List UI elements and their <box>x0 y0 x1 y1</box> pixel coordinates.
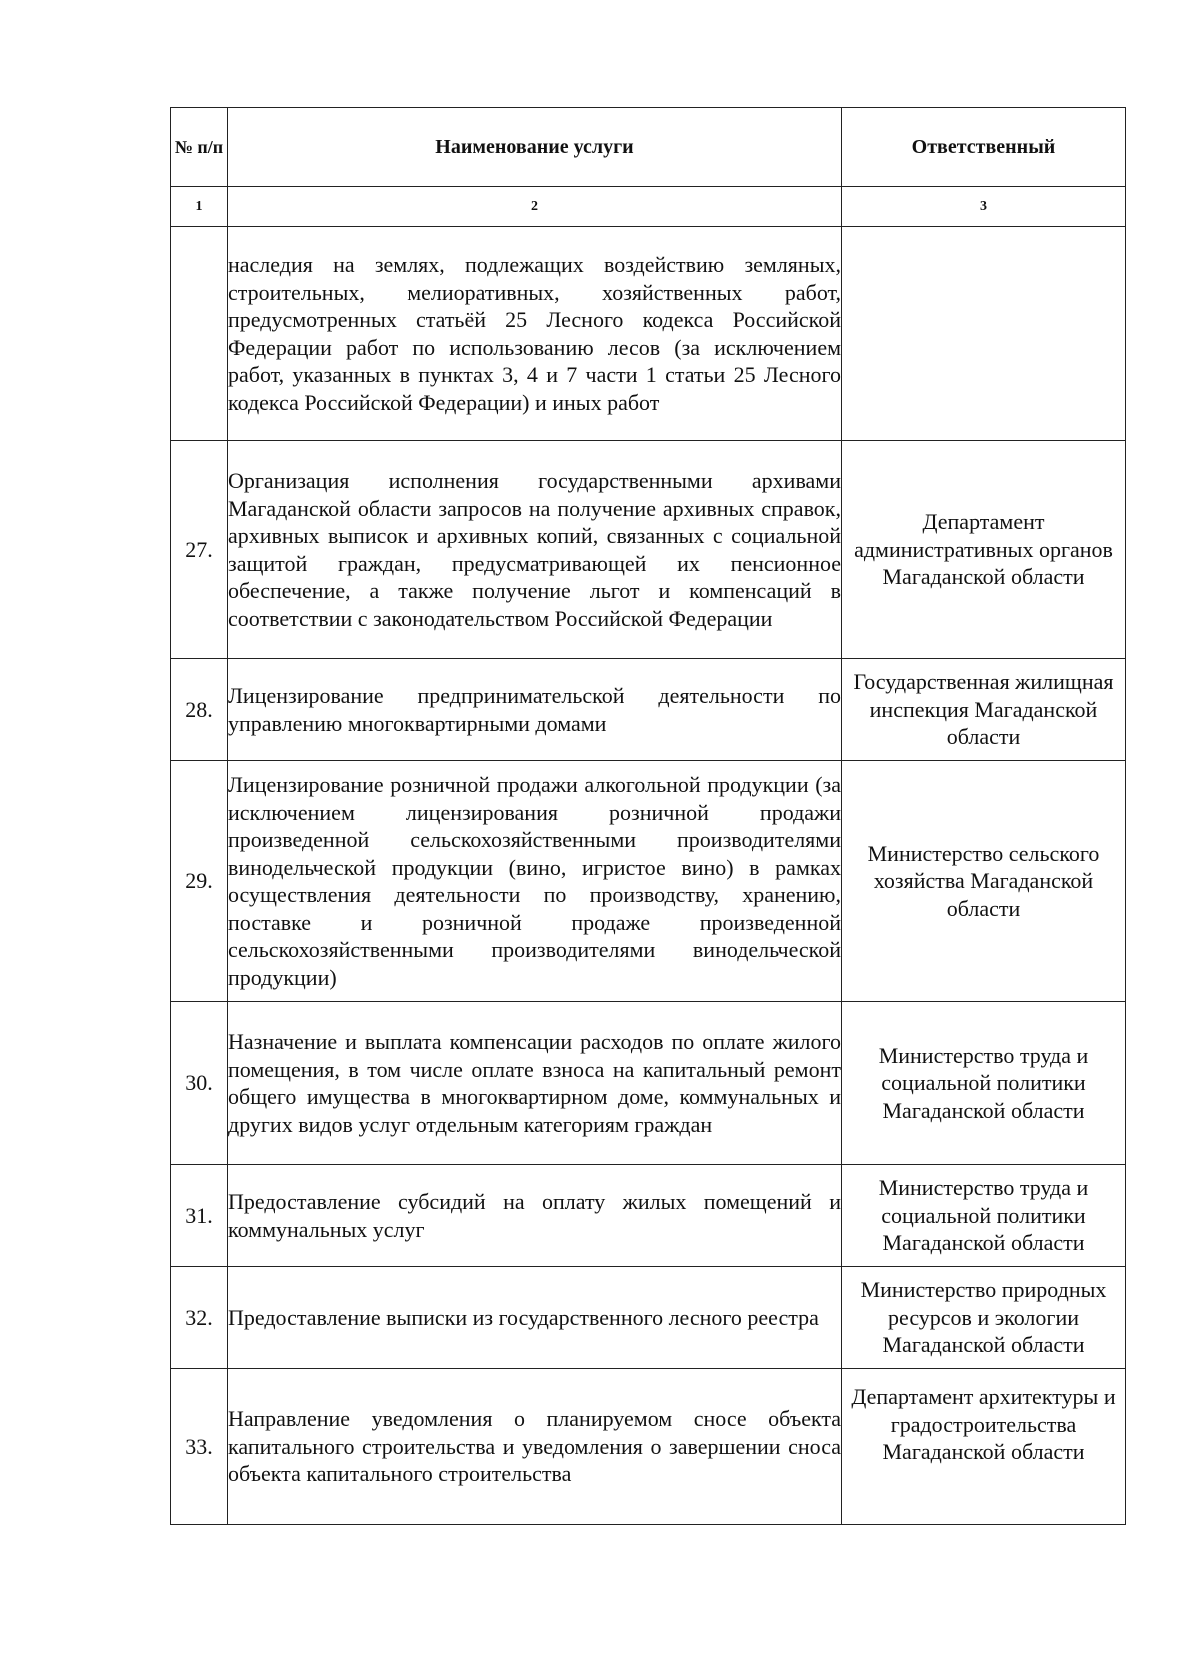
services-table <box>170 107 1126 1525</box>
row-number: 30. <box>171 1002 228 1165</box>
row-number: 29. <box>171 761 228 1002</box>
responsible-body: Государственная жилищная инспекция Магаданской области <box>842 659 1126 761</box>
service-name: Предоставление выписки из государственного лесного реестра <box>228 1267 842 1369</box>
column-number: 2 <box>228 187 842 227</box>
service-name: наследия на землях, подлежащих воздействию земляных, строительных, мелиоративных, хозяйственных работ, предусмотренных статьёй 25 Лесного кодекса Российской Федерации работ по использованию лесов (за исключением работ, указанных в пунктах 3, 4 и 7 части 1 статьи 25 Лесного кодекса Российской Федерации) и иных работ <box>228 227 842 441</box>
row-number <box>171 227 228 441</box>
row-number: 27. <box>171 441 228 659</box>
row-number: 32. <box>171 1267 228 1369</box>
header-responsible: Ответственный <box>842 108 1126 187</box>
responsible-body: Министерство труда и социальной политики Магаданской области <box>842 1165 1126 1267</box>
column-number: 3 <box>842 187 1126 227</box>
responsible-body <box>842 227 1126 441</box>
table-row <box>171 1267 1126 1369</box>
table-row <box>171 1002 1126 1165</box>
table-row <box>171 1369 1126 1525</box>
table-header-row <box>171 108 1126 187</box>
column-number: 1 <box>171 187 228 227</box>
table-row <box>171 227 1126 441</box>
column-numbers-row <box>171 187 1126 227</box>
service-name: Лицензирование предпринимательской деятельности по управлению многоквартирными домами <box>228 659 842 761</box>
table-row <box>171 761 1126 1002</box>
header-number: № п/п <box>171 108 228 187</box>
responsible-body: Министерство природных ресурсов и экологии Магаданской области <box>842 1267 1126 1369</box>
responsible-body: Департамент административных органов Магаданской области <box>842 441 1126 659</box>
table-row <box>171 659 1126 761</box>
responsible-body: Министерство сельского хозяйства Магаданской области <box>842 761 1126 1002</box>
service-name: Организация исполнения государственными архивами Магаданской области запросов на получение архивных справок, архивных выписок и архивных копий, связанных с социальной защитой граждан, предусматривающей их пенсионное обеспечение, а также получение льгот и компенсаций в соответствии с законодательством Российской Федерации <box>228 441 842 659</box>
row-number: 31. <box>171 1165 228 1267</box>
service-name: Лицензирование розничной продажи алкогольной продукции (за исключением лицензирования розничной продажи произведенной сельскохозяйственными производителями винодельческой продукции (вино, игристое вино) в рамках осуществления деятельности по производству, хранению, поставке и розничной продаже произведенной сельскохозяйственными производителями винодельческой продукции) <box>228 761 842 1002</box>
service-name: Назначение и выплата компенсации расходов по оплате жилого помещения, в том числе оплате взноса на капитальный ремонт общего имущества в многоквартирном доме, коммунальных и других видов услуг отдельным категориям граждан <box>228 1002 842 1165</box>
responsible-body: Департамент архитектуры и градостроительства Магаданской области <box>842 1369 1126 1525</box>
table-row <box>171 441 1126 659</box>
service-name: Предоставление субсидий на оплату жилых помещений и коммунальных услуг <box>228 1165 842 1267</box>
responsible-body: Министерство труда и социальной политики Магаданской области <box>842 1002 1126 1165</box>
table-row <box>171 1165 1126 1267</box>
row-number: 33. <box>171 1369 228 1525</box>
header-service-name: Наименование услуги <box>228 108 842 187</box>
service-name: Направление уведомления о планируемом сносе объекта капитального строительства и уведомления о завершении сноса объекта капитального строительства <box>228 1369 842 1525</box>
row-number: 28. <box>171 659 228 761</box>
